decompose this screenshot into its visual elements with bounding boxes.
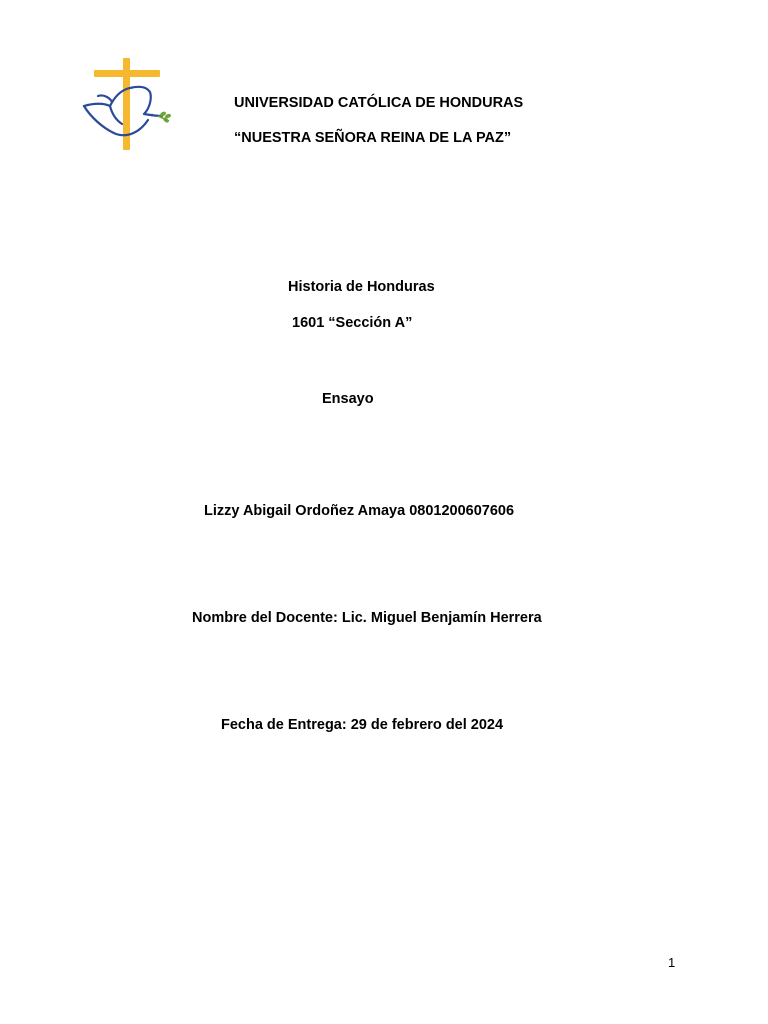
document-type: Ensayo — [322, 391, 374, 407]
campus-name: “NUESTRA SEÑORA REINA DE LA PAZ” — [234, 130, 512, 146]
page-number: 1 — [668, 955, 676, 970]
due-date: Fecha de Entrega: 29 de febrero del 2024 — [221, 717, 504, 733]
university-name: UNIVERSIDAD CATÓLICA DE HONDURAS — [234, 95, 524, 111]
dove-eye — [151, 114, 154, 117]
student-name: Lizzy Abigail Ordoñez Amaya 0801200607606 — [204, 503, 515, 519]
cross-horizontal-bar — [94, 70, 160, 77]
university-logo — [80, 58, 174, 152]
olive-branch-icon — [158, 112, 170, 123]
course-title: Historia de Honduras — [288, 279, 435, 295]
teacher-name: Nombre del Docente: Lic. Miguel Benjamín Herrera — [192, 610, 542, 626]
course-section: 1601 “Sección A” — [292, 315, 413, 331]
